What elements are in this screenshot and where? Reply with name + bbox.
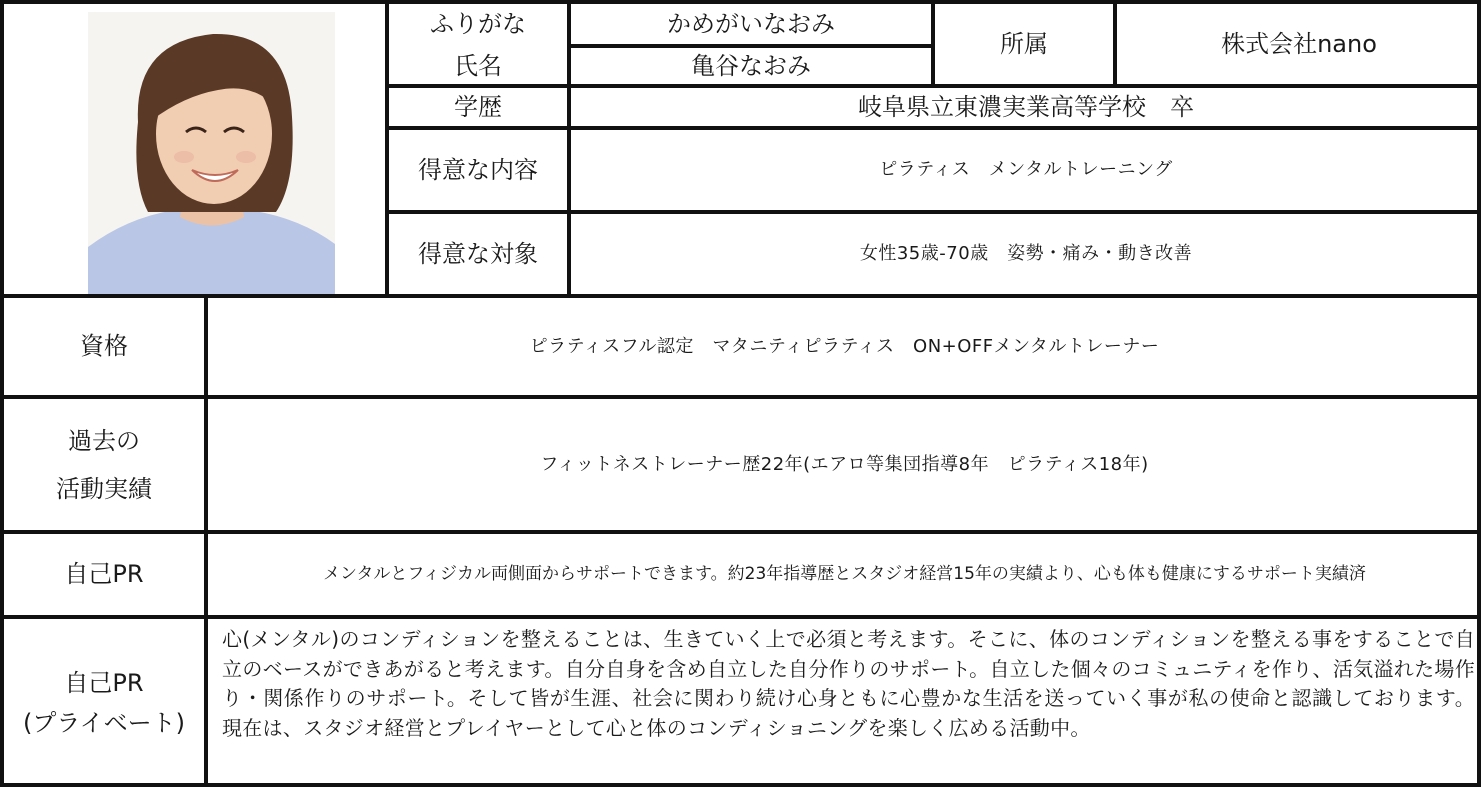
specialty-value: ピラティス メンタルトレーニング	[879, 159, 1173, 181]
pr-private-label-line1: 自己PR	[64, 669, 144, 697]
past-label-line2: 活動実績	[56, 474, 152, 503]
pr-label: 自己PR	[64, 560, 144, 589]
past-label-line1: 過去の	[68, 426, 140, 455]
name-value: 亀谷なおみ	[691, 51, 811, 80]
name-label: 氏名	[454, 51, 502, 80]
affiliation-value: 株式会社nano	[1221, 29, 1377, 58]
specialty-label: 得意な内容	[418, 155, 538, 184]
pr-private-label	[4, 619, 204, 787]
profile-photo	[88, 12, 335, 294]
furigana-label: ふりがな	[430, 9, 526, 38]
target-label: 得意な対象	[418, 239, 538, 268]
education-value: 岐阜県立東濃実業高等学校 卒	[858, 92, 1194, 121]
affiliation-label: 所属	[1000, 29, 1048, 58]
pr-private-value: 心(メンタル)のコンディションを整えることは、生きていく上で必須と考えます。そこに、体のコンディションを整える事をすることで自立のベースができあがると考えます。自分自身を含め自立した自分作りのサポート。自立した個々のコミュニティを作り、活気溢れた場作り・関係作りのサポート。そして皆が生涯、社会に関わり続け心身ともに心豊かな生活を送っていく事が私の使命と認識しております。現在は、スタジオ経営とプレイヤーとして心と体のコンディショニングを楽しく広める活動中。	[222, 627, 1475, 740]
past-label	[4, 399, 204, 530]
portrait-illustration	[88, 12, 335, 294]
pr-value: メンタルとフィジカル両側面からサポートできます。約23年指導歴とスタジオ経営15年の実績より、心も体も健康にするサポート実績済	[323, 564, 1366, 585]
target-value: 女性35歳-70歳 姿勢・痛み・動き改善	[859, 243, 1193, 265]
pr-private-label-line2: (プライベート)	[22, 709, 185, 737]
furigana-value: かめがいなおみ	[667, 9, 835, 38]
education-label: 学歴	[454, 92, 502, 121]
qualifications-value: ピラティスフル認定 マタニティピラティス ON+OFFメンタルトレーナー	[529, 335, 1160, 357]
past-value: フィットネストレーナー歴22年(エアロ等集団指導8年 ピラティス18年)	[540, 453, 1149, 475]
qualifications-label: 資格	[80, 332, 128, 361]
